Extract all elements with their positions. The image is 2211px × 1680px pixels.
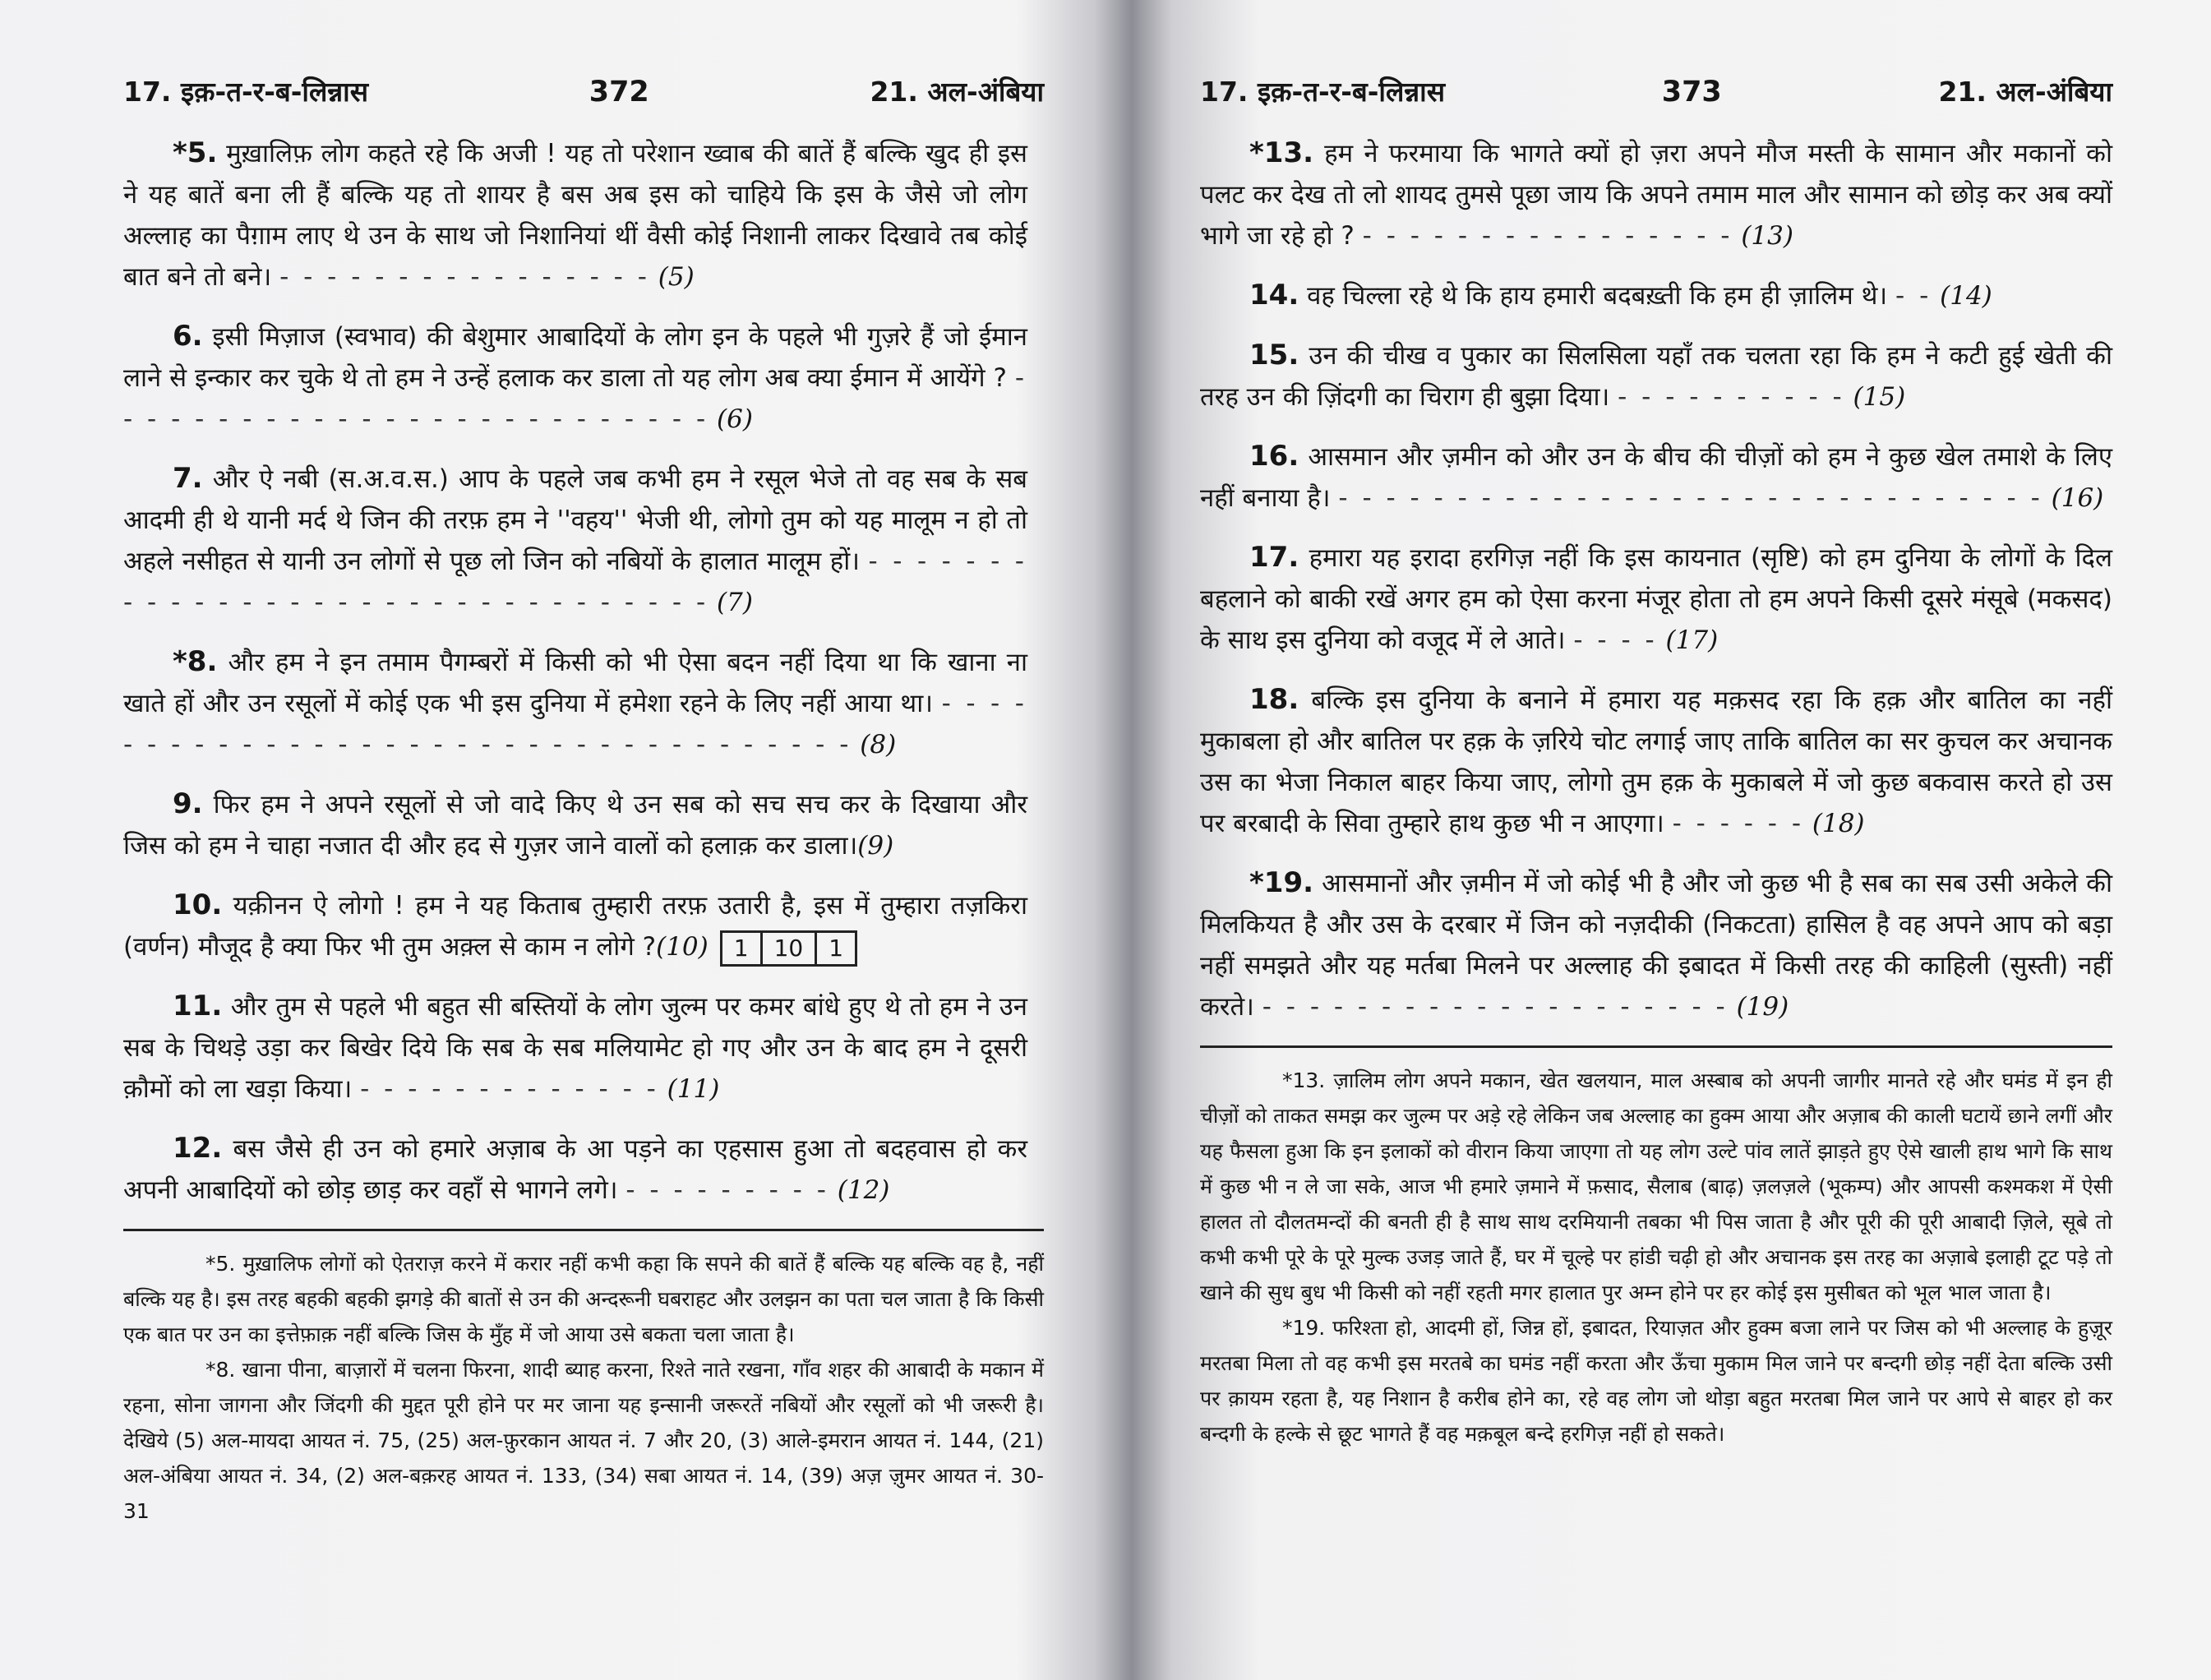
- verse: [123, 641, 1044, 765]
- verse-dashes: - - - - - - - - -: [625, 1175, 829, 1205]
- verse: [1200, 335, 2112, 418]
- verse: [123, 132, 1044, 298]
- verse: [123, 884, 1044, 967]
- verse-dashes: - - - - - - - - - - - - - - - - - - - - - - - - - - - - - - - - - - -: [123, 689, 1027, 759]
- footnote: [1200, 1310, 2112, 1452]
- verse: [1200, 537, 2112, 661]
- verse-ref: (10): [656, 932, 709, 962]
- verse: [1200, 275, 2112, 316]
- page-number: 373: [1661, 76, 1722, 108]
- verse-number: 11.: [173, 990, 223, 1022]
- surah-title: 21. अल-अंबिया: [1938, 76, 2112, 108]
- page-header: [123, 72, 1044, 109]
- page-header: [1200, 72, 2112, 109]
- footnote-text: *8. खाना पीना, बाज़ारों में चलना फिरना, शादी ब्याह करना, रिश्ते नाते रखना, गाँव शहर की आबादी के मकान में रहना, सोना जागना और जिंदगी की मुद्दत पूरी होने पर मर जाना यह इन्सानी जरूरतें नबियों और रसूलों को भी जरूरी है। देखिये (5) अल-मायदा आयत नं. 75, (25) अल-फ़ुरकान आयत नं. 7 और 20, (3) आले-इमरान आयत नं. 144, (21) अल-अंबिया आयत नं. 34, (2) अल-बक़रह आयत नं. 133, (34) सबा आयत नं. 14, (39) अज़ ज़ुमर आयत नं. 30-31: [123, 1358, 1044, 1523]
- verse-ref: (13): [1741, 221, 1793, 251]
- ruku-cell: 1: [829, 934, 844, 962]
- juz-title: 17. इक़-त-र-ब-लिन्नास: [1200, 76, 1446, 108]
- verse-ref: (11): [667, 1074, 720, 1104]
- ruku-cell: 10: [763, 933, 818, 964]
- verse-number: 15.: [1249, 339, 1299, 372]
- verse-ref: (9): [857, 831, 894, 861]
- ruku-cell: 1: [722, 933, 763, 964]
- verse-ref: (16): [2051, 483, 2104, 513]
- verse-dashes: - - - - - - - - - - - - - - - -: [1362, 221, 1733, 251]
- verse-ref: (12): [837, 1175, 890, 1205]
- verse-ref: (8): [860, 730, 897, 759]
- surah-title: 21. अल-अंबिया: [870, 76, 1044, 108]
- verse-text: उन की चीख व पुकार का सिलसिला यहाँ तक चलता रहा कि हम ने कटी हुई खेती की तरह उन की ज़िंदगी का चिराग ही बुझा दिया।: [1200, 341, 2112, 412]
- verse-text: आसमानों और ज़मीन में जो कोई भी है और जो कुछ भी है सब का सब उसी अकेले की मिलकियत है और उस के दरबार में जिन को नज़दीकी (निकटता) हासिल है वह अपने आप को बड़ा नहीं समझते और यह मर्तबा मिलने पर अल्लाह की इबादत में किसी तरह की काहिली (सुस्ती) नहीं करते।: [1200, 869, 2112, 1022]
- verse-text: फिर हम ने अपने रसूलों से जो वादे किए थे उन सब को सच सच कर के दिखाया और जिस को हम ने चाहा नजात दी और हद से गुज़र जाने वालों को हलाक़ कर डाला।: [123, 790, 1027, 861]
- footnote-text: *13. ज़ालिम लोग अपने मकान, खेत खलयान, माल अस्बाब को अपनी जागीर मानते रहे और घमंड में इन ही चीज़ों को ताकत समझ कर जुल्म पर अड़े रहे लेकिन जब अल्लाह का हुक्म आया और अज़ाब की काली घटायें छाने लगीं और यह फैसला हुआ कि इन इलाकों को वीरान किया जाएगा तो यह लोग उल्टे पांव लातें झाड़ते हुए ऐसे खाली हाथ भागे कि साथ में कुछ भी न ले जा सके, आज भी हमारे ज़माने में फ़साद, सैलाब (बाढ़) ज़लज़ले (भूकम्प) और आपसी कश्मकश में ऐसी हालत तो दौलतमन्दों की बनती ही है साथ साथ दरमियानी तबका भी पिस जाता है और पूरी की पूरी आबादी ज़िले, सूबे तो कभी कभी पूरे के पूरे मुल्क उजड़ जाते हैं, घर में चूल्हे पर हांडी चढ़ी हो और अचानक इस तरह का अज़ाबे इलाही टूट पड़े तो खाने की सुध बुध भी किसी को नहीं रहती मगर हालात पुर अम्न होने पर हर कोई इस मुसीबत को भूल भाल जाता है।: [1200, 1068, 2112, 1304]
- verse: [123, 316, 1044, 440]
- verse-ref: (6): [717, 404, 753, 434]
- verse-number: 18.: [1249, 683, 1299, 716]
- page-number: 372: [589, 76, 649, 108]
- verse-number: 7.: [173, 462, 203, 495]
- verse-ref: (17): [1665, 625, 1719, 655]
- verse-dashes: - - - - - -: [1672, 809, 1805, 838]
- verse-number: 16.: [1249, 440, 1299, 473]
- verse-ref: (7): [717, 588, 753, 617]
- verse-number: 10.: [173, 888, 223, 921]
- verse-text: बल्कि इस दुनिया के बनाने में हमारा यह मक़सद रहा कि हक़ और बातिल का नहीं मुकाबला हो और बातिल पर हक़ के ज़रिये चोट लगाई जाए ताकि बातिल का सर कुचल कर अचानक उस का भेजा निकाल बाहर किया जाए, लोगो तुम हक़ के मुकाबले में जो कुछ बकवास करते हो उस पर बरबादी के सिवा तुम्हारे हाथ कुछ भी न आएगा।: [1200, 685, 2113, 838]
- verse-ref: (18): [1812, 809, 1865, 838]
- right-page: [1167, 0, 2211, 1680]
- verse-text: आसमान और ज़मीन को और उन के बीच की चीज़ों को हम ने कुछ खेल तमाशे के लिए नहीं बनाया है।: [1200, 442, 2112, 513]
- verse-text: मुख़ालिफ़ लोग कहते रहे कि अजी ! यह तो परेशान ख्वाब की बातें हैं बल्कि खुद ही इस ने यह बातें बना ली हैं बल्कि यह तो शायर है बस अब इस को चाहिये कि इस के जैसे जो लोग अल्लाह का पैग़ाम लाए थे उन के साथ जो निशानियां थीं वैसी कोई निशानी लाकर दिखावे तब कोई बात बने तो बने।: [123, 139, 1027, 292]
- verse-dashes: - - - -: [1573, 625, 1658, 655]
- left-page: [0, 0, 1101, 1680]
- ruku-marker: [720, 930, 857, 967]
- footnote: [1200, 1063, 2112, 1310]
- verse-number: *19.: [1249, 866, 1314, 899]
- verse-text: हमारा यह इरादा हरगिज़ नहीं कि इस कायनात (सृष्टि) को हम दुनिया के लोगों के दिल बहलाने को बाकी रखें अगर हम को ऐसा करना मंजूर होता तो हम अपने किसी दूसरे मंसूबे (मकसद) के साथ इस दुनिया को वजूद में ले आते।: [1200, 543, 2112, 655]
- verse: [1200, 436, 2112, 519]
- verse-ref: (14): [1940, 281, 1992, 311]
- verse-dashes: - - - - - - - - - -: [1618, 382, 1845, 412]
- verse-number: 9.: [173, 787, 203, 820]
- verse: [123, 458, 1044, 623]
- verse-ref: (15): [1853, 382, 1906, 412]
- verse-text: वह चिल्ला रहे थे कि हाय हमारी बदबख़्ती कि हम ही ज़ालिम थे।: [1307, 281, 1888, 311]
- verse-dashes: - - - - - - - - - - - - -: [360, 1074, 659, 1104]
- verse-ref: (5): [658, 262, 695, 292]
- verse-dashes: - - - - - - - - - - - - - - - - - - - -: [1262, 992, 1729, 1022]
- verse: [1200, 679, 2112, 844]
- verse-text: हम ने फरमाया कि भागते क्यों हो ज़रा अपने मौज मस्ती के सामान और मकानों को पलट कर देख तो लो शायद तुमसे पूछा जाय कि अपने तमाम माल और सामान को छोड़ कर अब क्यों भागे जा रहे हो ?: [1200, 139, 2113, 251]
- verse-number: 6.: [173, 320, 203, 353]
- verse-number: *13.: [1249, 136, 1314, 169]
- verse-dashes: - -: [1895, 281, 1932, 311]
- verse-text: और तुम से पहले भी बहुत सी बस्तियों के लोग जुल्म पर कमर बांधे हुए थे तो हम ने उन सब के चिथड़े उड़ा कर बिखेर दिये कि सब के सब मलियामेट हो गए और उन के बाद हम ने दूसरी क़ौमों को ला खड़ा किया।: [123, 992, 1027, 1104]
- verse-number: 14.: [1249, 279, 1299, 312]
- footnote: [123, 1352, 1044, 1529]
- verse-number: *5.: [173, 136, 218, 169]
- verse-number: *8.: [173, 645, 218, 678]
- footnote-text: *5. मुख़ालिफ लोगों को ऐतराज़ करने में करार नहीं कभी कहा कि सपने की बातें हैं बल्कि यह बल्कि वह है, नहीं बल्कि यह है। इस तरह बहकी बहकी झगड़े की बातों से उन की अन्दरूनी घबराहट और उलझन का पता चल जाता है कि किसी एक बात पर उन का इत्तेफ़ाक़ नहीं बल्कि जिस के मुँह में जो आया उसे बकता चला जाता है।: [123, 1252, 1044, 1346]
- footnote-text: *19. फरिश्ता हो, आदमी हों, जिन्न हों, इबादत, रियाज़त और हुक्म बजा लाने पर जिस को भी अल्लाह के हुज़ूर मरतबा मिला तो वह कभी इस मरतबे का घमंड नहीं करता और ऊँचा मुकाम मिल जाने पर बन्दगी छोड़ नहीं देता बल्कि उसी पर क़ायम रहता है, यह निशान है करीब होने का, रहे वह लोग जो थोड़ा बहुत मरतबा मिल जाने पर आपे से बाहर हो कर बन्दगी के हल्के से छूट भागते हैं वह मक़बूल बन्दे हरगिज़ नहीं हो सकते।: [1200, 1316, 2112, 1446]
- verse: [123, 1128, 1044, 1211]
- verse-text: और ऐ नबी (स.अ.व.स.) आप के पहले जब कभी हम ने रसूल भेजे तो वह सब के सब आदमी ही थे यानी मर्द थे जिन की तरफ़ हम ने ''वहय'' भेजी थी, लोगो तुम को यह मालूम न हो तो अहले नसीहत से यानी उन लोगों से पूछ लो जिन को नबियों के हालात मालूम हों।: [123, 464, 1027, 576]
- verse-dashes: - - - - - - - - - - - - - - - - - - - - - - - - - - - - - -: [1338, 483, 2043, 513]
- verse-dashes: - - - - - - - - - - - - - - - - - - - - - - - - - - - - - - - -: [123, 547, 1027, 617]
- footnote-divider: [1200, 1045, 2112, 1048]
- footnote-divider: [123, 1229, 1044, 1231]
- verse-ref: (19): [1736, 992, 1789, 1022]
- juz-title: 17. इक़-त-र-ब-लिन्नास: [123, 76, 369, 108]
- verse-dashes: - - - - - - - - - - - - - - - -: [279, 262, 650, 292]
- verse-text: और हम ने इन तमाम पैगम्बरों में किसी को भी ऐसा बदन नहीं दिया था कि खाना ना खाते हों और उन रसूलों में कोई एक भी इस दुनिया में हमेशा रहने के लिए नहीं आया था।: [123, 648, 1027, 718]
- verse-number: 12.: [173, 1132, 223, 1165]
- verse-text: बस जैसे ही उन को हमारे अज़ाब के आ पड़ने का एहसास हुआ तो बदहवास हो कर अपनी आबादियों को छोड़ छाड़ कर वहाँ से भागने लगे।: [123, 1134, 1027, 1205]
- verse: [1200, 132, 2112, 256]
- verse: [123, 783, 1044, 866]
- verse-number: 17.: [1249, 541, 1299, 574]
- verse: [1200, 862, 2112, 1027]
- verse-text: इसी मिज़ाज (स्वभाव) की बेशुमार आबादियों के लोग इन के पहले भी गुज़रे हैं जो ईमान लाने से इन्कार कर चुके थे तो हम ने उन्हें हलाक कर डाला तो यह लोग अब क्या ईमान में आयेंगे ?: [123, 322, 1027, 393]
- verse: [123, 985, 1044, 1110]
- verse-text: यक़ीनन ऐ लोगो ! हम ने यह किताब तुम्हारी तरफ़ उतारी है, इस में तुम्हारा तज़किरा (वर्णन) मौजूद है क्या फिर भी तुम अक़्ल से काम न लोगे ?: [123, 891, 1027, 962]
- verse-dashes: - - - - - - - - - - - - - - - - - - - - - - - - - -: [123, 363, 1027, 434]
- footnote: [123, 1246, 1044, 1352]
